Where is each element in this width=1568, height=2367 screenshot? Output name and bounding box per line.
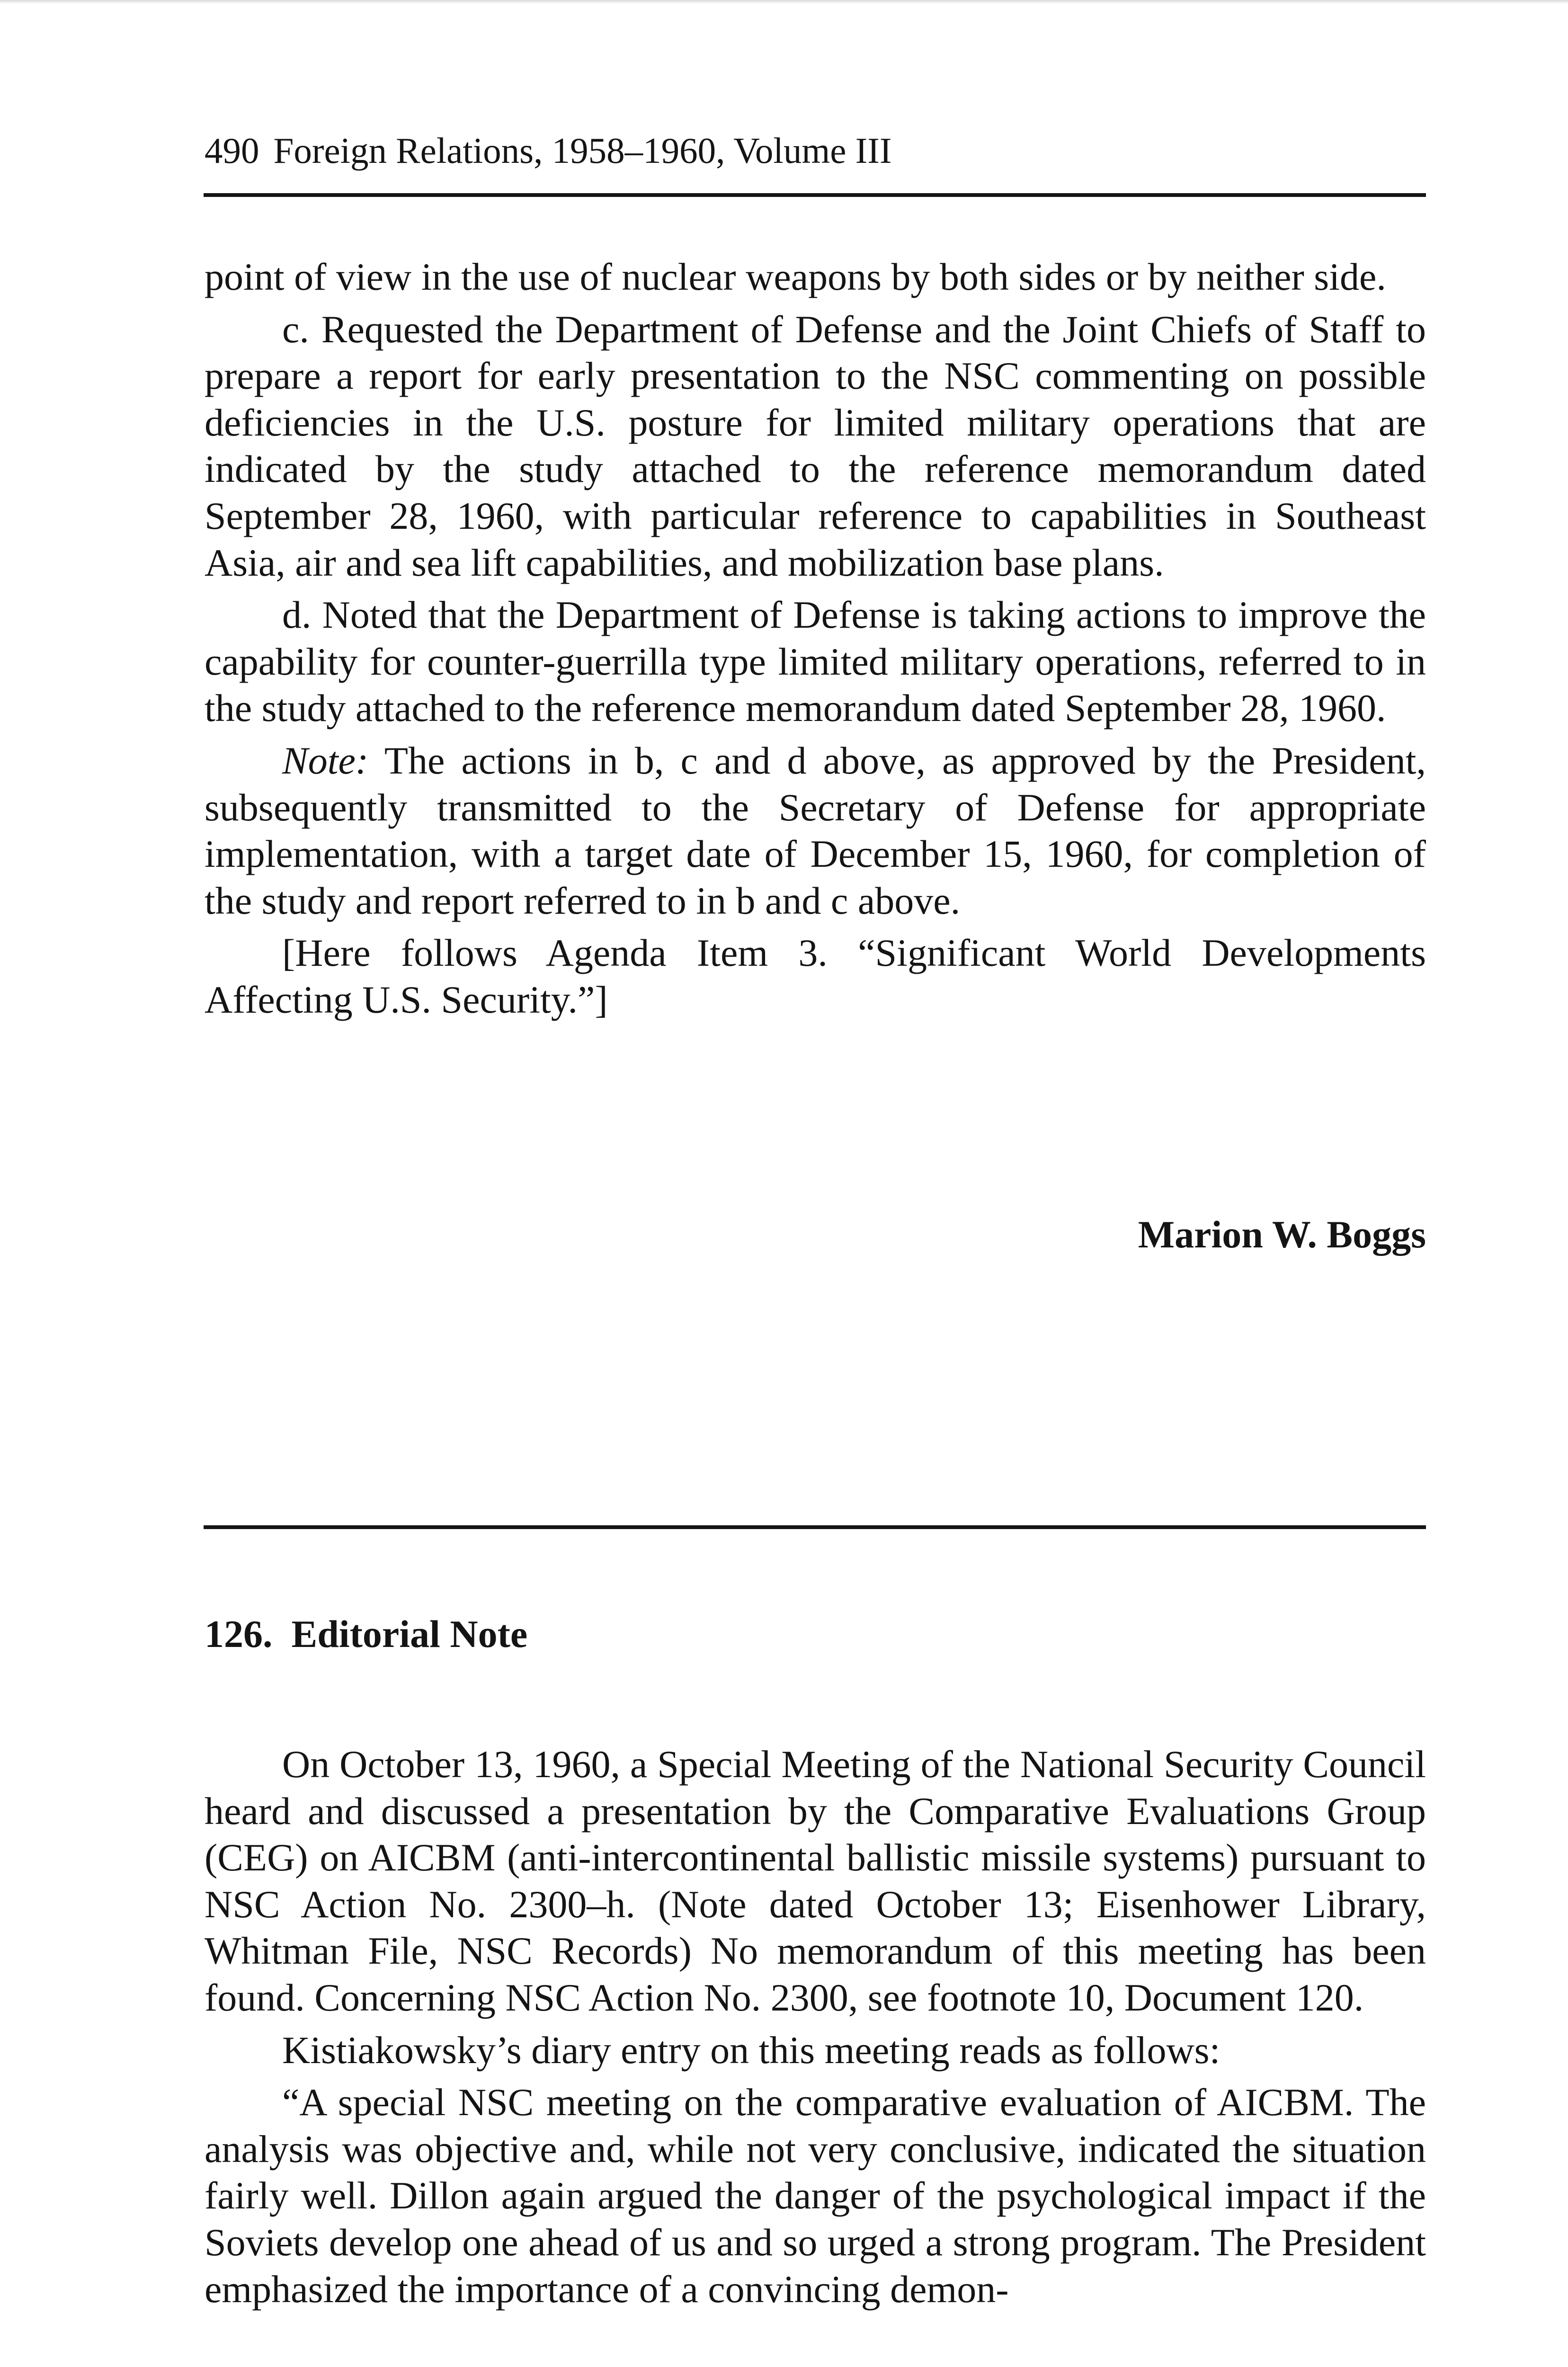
page-top-edge <box>0 0 1568 4</box>
signature: Marion W. Boggs <box>1138 1213 1426 1256</box>
document-heading <box>205 1611 527 1658</box>
top-section-body <box>205 254 1426 1029</box>
editorial-note-body <box>205 1741 1426 2318</box>
editorial-paragraph-1: On October 13, 1960, a Special Meeting of the National Security Council heard and discussed a presentation by the Comparative Evaluations Group (CEG) on AICBM (anti-intercontinental ballistic missile systems) pursuant to NSC Action No. 2300–h. (Note dated October 13; Eisenhower Library, Whitman File, NSC Records) No memorandum of this meeting has been found. Concerning NSC Action No. 2300, see footnote 10, Document 120. <box>205 1743 1426 2019</box>
item-d-paragraph: d. Noted that the Department of Defense is taking actions to improve the capability for counter-guerrilla type limited military operations, referred to in the study attached to the reference memorandum dated September 28, 1960. <box>205 593 1426 730</box>
note-label: Note: <box>282 739 369 782</box>
editorial-paragraph-2: Kistiakowsky’s diary entry on this meeting reads as follows: <box>282 2028 1221 2072</box>
note-text: The actions in b, c and d above, as approved by the President, subsequently transmitted to the Secretary of Defense for appropriate implementation, with a target date of December 15, 1960, for completion of the study and report referred to in b and c above. <box>205 739 1426 922</box>
document-title: Editorial Note <box>291 1612 528 1655</box>
agenda-paragraph: [Here follows Agenda Item 3. “Significant World Developments Affecting U.S. Security.”] <box>205 931 1426 1021</box>
note-paragraph <box>205 738 1426 924</box>
diary-quote-paragraph: “A special NSC meeting on the comparative evaluation of AICBM. The analysis was objective and, while not very conclusive, indicated the situation fairly well. Dillon again argued the danger of the psychological impact if the Soviets develop one ahead of us and so urged a strong program. The President emphasized the importance of a convincing demon- <box>205 2081 1426 2311</box>
continued-paragraph: point of view in the use of nuclear weapons by both sides or by neither side. <box>205 255 1386 298</box>
header-rule <box>204 193 1426 197</box>
page-number: 490 <box>205 130 259 171</box>
running-title: Foreign Relations, 1958–1960, Volume III <box>273 130 892 171</box>
document-number: 126. <box>205 1612 273 1655</box>
item-c-paragraph: c. Requested the Department of Defense and the Joint Chiefs of Staff to prepare a report for early presentation to the NSC commenting on possible deficiencies in the U.S. posture for limited military operations that are indicated by the study attached to the reference memorandum dated September 28, 1960, with particular reference to capabilities in Southeast Asia, air and sea lift capabilities, and mobilization base plans. <box>205 307 1426 584</box>
section-divider-rule <box>204 1525 1426 1529</box>
running-header <box>205 127 1426 174</box>
